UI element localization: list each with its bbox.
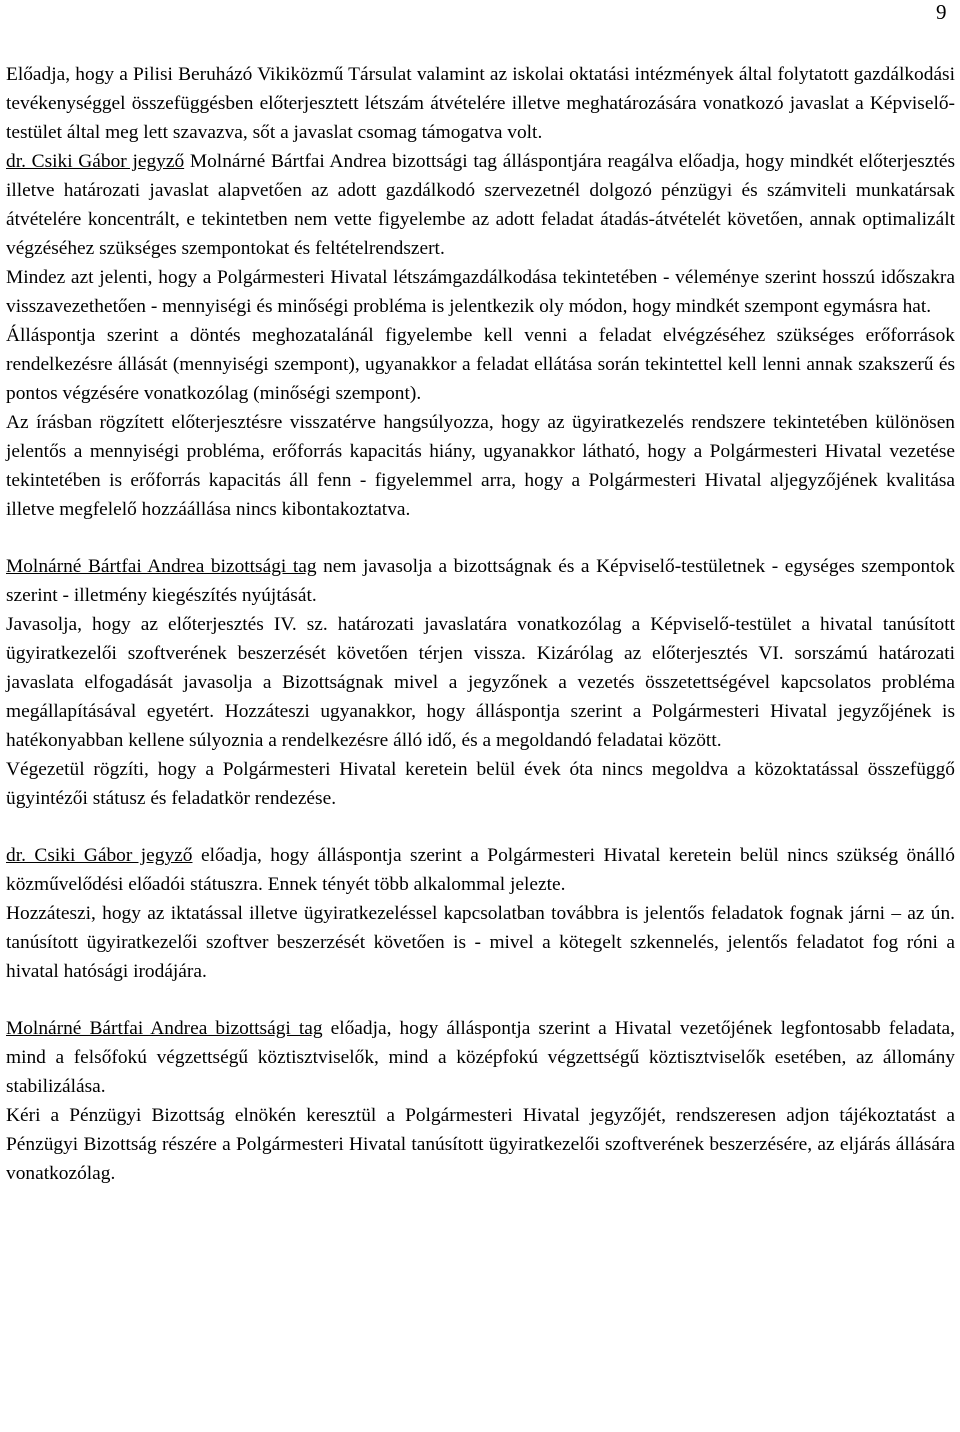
paragraph (6, 321, 955, 408)
paragraph (6, 60, 955, 147)
paragraph-text: Végezetül rögzíti, hogy a Polgármesteri Hivatal keretein belül évek óta nincs megoldva a közoktatással összefüggő ügyintézői státusz és feladatkör rendezése. (6, 759, 955, 809)
paragraph-text: előadja, hogy álláspontja szerint a Hivatal vezetőjének legfontosabb feladata, mind a felsőfokú végzettségű köztisztviselők, mind a középfokú végzettségű köztisztviselők esetében, az állomány stabilizálása. (6, 1018, 955, 1097)
paragraph (6, 552, 955, 610)
paragraph-text: Molnárné Bártfai Andrea bizottsági tag álláspontjára reagálva előadja, hogy mindkét előterjesztés illetve határozati javaslat alapvetően az adott gazdálkodó szervezetnél dolgozó pénzügyi és számviteli munkatársak átvételére koncentrált, e tekintetben nem vette figyelembe az adott feladat átadás-átvételét követően, annak optimalizált végzéséhez szükséges szempontokat és feltételrendszert. (6, 151, 955, 259)
paragraph-text: Előadja, hogy a Pilisi Beruházó Vikiközmű Társulat valamint az iskolai oktatási intézmények által folytatott gazdálkodási tevékenységgel összefüggésben előterjesztett létszám átvételére illetve meghatározására vonatkozó javaslat a Képviselő-testület által meg lett szavazva, sőt a javaslat csomag támogatva volt. (6, 64, 955, 143)
paragraph-text: előadja, hogy álláspontja szerint a Polgármesteri Hivatal keretein belül nincs szükség önálló közművelődési előadói státuszra. Ennek tényét több alkalommal jelezte. (6, 845, 955, 895)
paragraph (6, 1101, 955, 1188)
paragraph-text: Az írásban rögzített előterjesztésre visszatérve hangsúlyozza, hogy az ügyiratkezelés rendszere tekintetében különösen jelentős a mennyiségi probléma, erőforrás kapacitás hiány, ugyanakkor látható, hogy a Polgármesteri Hivatal vezetése tekintetében is erőforrás kapacitás áll fenn - figyelemmel arra, hogy a Polgármesteri Hivatal aljegyzőjének kvalitása illetve megfelelő hozzáállása nincs kibontakoztatva. (6, 412, 955, 520)
paragraph (6, 147, 955, 263)
paragraph-text: nem javasolja a bizottságnak és a Képviselő-testületnek - egységes szempontok szerint - illetmény kiegészítés nyújtását. (6, 556, 955, 606)
paragraph-text: Mindez azt jelenti, hogy a Polgármesteri Hivatal létszámgazdálkodása tekintetében - véleménye szerint hosszú időszakra visszavezethetően - mennyiségi és minőségi probléma is jelentkezik oly módon, hogy mindkét szempont egymásra hat. (6, 267, 955, 317)
paragraph-text: Kéri a Pénzügyi Bizottság elnökén keresztül a Polgármesteri Hivatal jegyzőjét, rendszeresen adjon tájékoztatást a Pénzügyi Bizottság részére a Polgármesteri Hivatal tanúsított ügyiratkezelői szoftverének beszerzésére, az eljárás állására vonatkozólag. (6, 1105, 955, 1184)
paragraph (6, 263, 955, 321)
paragraph (6, 408, 955, 524)
paragraph (6, 610, 955, 755)
speaker-name: Molnárné Bártfai Andrea bizottsági tag (6, 1018, 323, 1039)
speaker-name: dr. Csiki Gábor jegyző (6, 151, 185, 172)
document-body (6, 60, 955, 1188)
paragraph-text: Álláspontja szerint a döntés meghozatalánál figyelembe kell venni a feladat elvégzéséhez szükséges erőforrások rendelkezésre állását (mennyiségi szempont), ugyanakkor a feladat ellátása során tekintettel kell lenni annak szakszerű és pontos végzésére vonatkozólag (minőségi szempont). (6, 325, 955, 404)
speaker-name: dr. Csiki Gábor jegyző (6, 845, 193, 866)
page-number: 9 (936, 0, 947, 24)
speaker-name: Molnárné Bártfai Andrea bizottsági tag (6, 556, 317, 577)
paragraph-text: Hozzáteszi, hogy az iktatással illetve ügyiratkezeléssel kapcsolatban továbbra is jelentős feladatok fognak járni – az ún. tanúsított ügyiratkezelői szoftver beszerzését követően is - mivel a kötegelt szkennelés, jelentős feladatot fog róni a hivatal hatósági irodájára. (6, 903, 955, 982)
paragraph (6, 1014, 955, 1101)
paragraph-text: Javasolja, hogy az előterjesztés IV. sz. határozati javaslatára vonatkozólag a Képviselő-testület a hivatal tanúsított ügyiratkezelői szoftverének beszerzését követően térjen vissza. Kizárólag az előterjesztés VI. sorszámú határozati javaslata elfogadását javasolja a Bizottságnak mivel a jegyzőnek a vezetés összetettségével kapcsolatos probléma megállapításával egyetért. Hozzáteszi ugyanakkor, hogy álláspontja szerint a Polgármesteri Hivatal jegyzőjének is hatékonyabban kellene súlyoznia a rendelkezésre álló idő, és a megoldandó feladatai között. (6, 614, 955, 751)
paragraph (6, 755, 955, 813)
paragraph (6, 899, 955, 986)
paragraph (6, 841, 955, 899)
